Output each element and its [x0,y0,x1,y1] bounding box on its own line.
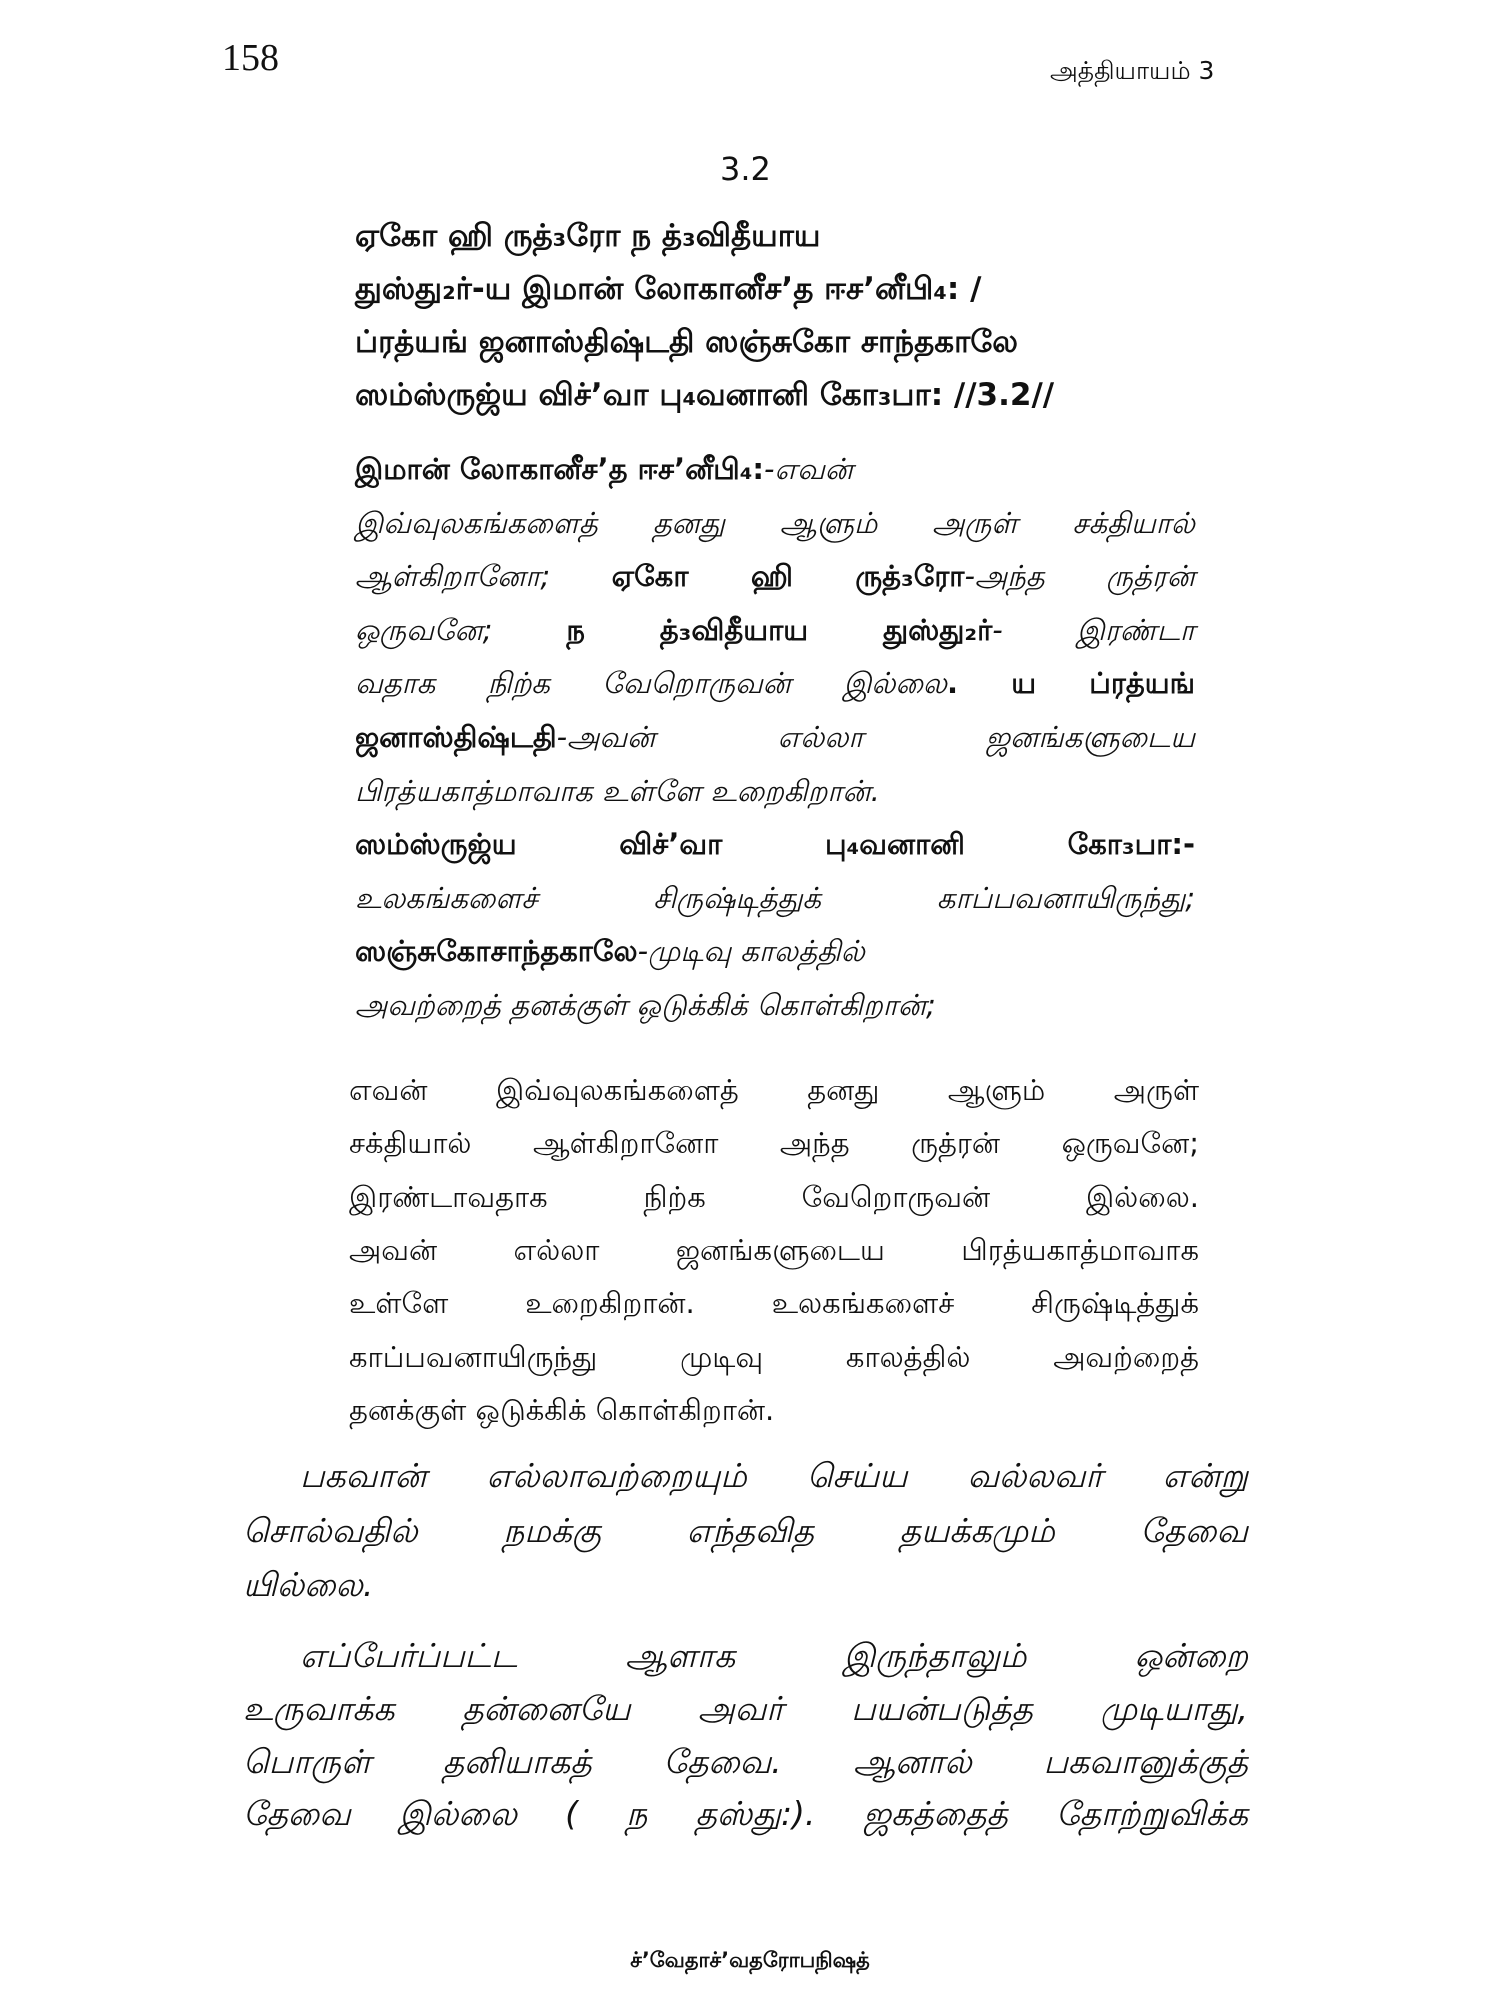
explanation-line [355,988,1195,1026]
explanation-line [355,613,1195,651]
page-number: 158 [222,37,279,79]
body-paragraph-line: யில்லை. [243,1565,374,1604]
sanskrit-term: ஏகோ ஹி ருத்₃ரோ [611,559,965,594]
explanation-text: அவற்றைத் தனக்குள் ஒடுக்கிக் கொள்கிறான்; [355,988,936,1022]
explanation-line [355,774,1195,812]
section-number: 3.2 [720,150,771,188]
body-paragraph-line: பொருள் தனியாகத் தேவை. ஆனால் பகவானுக்குத் [243,1742,1248,1781]
translation-line: உள்ளே உறைகிறான். உலகங்களைச் சிருஷ்டித்துக் [349,1286,1199,1321]
explanation-text: உலகங்களைச் சிருஷ்டித்துக் காப்பவனாயிருந்து; [355,880,1195,915]
explanation-text: -அவன் எல்லா ஜனங்களுடைய [556,720,1195,754]
sanskrit-term: ஸஞ்சுகோசாந்தகாலே [355,934,638,969]
explanation-text: ஆள்கிறானோ; [355,559,612,594]
verse-line: ஏகோ ஹி ருத்₃ரோ ந த்₃விதீயாய [355,218,821,254]
verse-line: ஸம்ஸ்ருஜ்ய விச்’வா பு₄வனானி கோ₃பா: //3.2// [355,377,1055,413]
body-paragraph-line: உருவாக்க தன்னையே அவர் பயன்படுத்த முடியாது, [243,1689,1248,1728]
explanation-text: -எவன் [764,452,853,486]
explanation-line [355,827,1195,865]
explanation-text: இவ்வுலகங்களைத் தனது ஆளும் அருள் சக்தியால் [355,505,1195,540]
translation-line: தனக்குள் ஒடுக்கிக் கொள்கிறான். [349,1392,775,1427]
translation-line: எவன் இவ்வுலகங்களைத் தனது ஆளும் அருள் [349,1073,1199,1107]
explanation-text: -அந்த ருத்ரன் [964,559,1195,594]
explanation-line [355,452,1195,490]
verse-line: துஸ்து₂ர்-ய இமான் லோகானீச’த ஈச’னீபி₄: / [355,271,982,307]
body-paragraph-line: பகவான் எல்லாவற்றையும் செய்ய வல்லவர் என்று [300,1456,1248,1495]
explanation-text: வதாக நிற்க வேறொருவன் இல்லை [355,666,947,701]
sanskrit-term: ந த்₃விதீயாய துஸ்து₂ர் [566,612,993,647]
explanation-line [355,559,1195,597]
explanation-text: பிரத்யகாத்மாவாக உள்ளே உறைகிறான். [355,773,880,808]
explanation-line [355,934,1195,972]
body-paragraph-line: சொல்வதில் நமக்கு எந்தவித தயக்கமும் தேவை [243,1511,1248,1550]
body-paragraph-line: தேவை இல்லை ( ந தஸ்து:). ஜகத்தைத் தோற்றுவிக்க [243,1794,1248,1833]
translation-line: இரண்டாவதாக நிற்க வேறொருவன் இல்லை. [349,1179,1199,1214]
explanation-line [355,506,1195,544]
sanskrit-term: . ய ப்ரத்யங் [946,666,1195,701]
explanation-line [355,666,1195,704]
sanskrit-term: ஜனாஸ்திஷ்டதி [355,720,557,754]
translation-line: அவன் எல்லா ஜனங்களுடைய பிரத்யகாத்மாவாக [349,1232,1199,1267]
verse-line: ப்ரத்யங் ஜனாஸ்திஷ்டதி ஸஞ்சுகோ சாந்தகாலே [355,324,1019,360]
explanation-line [355,720,1195,758]
sanskrit-term: இமான் லோகானீச’த ஈச’னீபி₄: [355,452,765,486]
body-paragraph-line: எப்பேர்ப்பட்ட ஆளாக இருந்தாலும் ஒன்றை [300,1636,1248,1675]
page-footer: ச்’வேதாச்’வதரோபநிஷத் [630,1948,870,1972]
chapter-header: அத்தியாயம் 3 [1050,56,1215,85]
explanation-text: -முடிவு காலத்தில் [637,934,865,969]
explanation-text: - இரண்டா [992,612,1195,647]
translation-line: காப்பவனாயிருந்து முடிவு காலத்தில் அவற்றைத் [349,1339,1199,1374]
explanation-text: ஒருவனே; [355,612,567,647]
sanskrit-term: ஸம்ஸ்ருஜ்ய விச்’வா பு₄வனானி கோ₃பா:- [355,827,1195,862]
explanation-line [355,881,1195,919]
translation-line: சக்தியால் ஆள்கிறானோ அந்த ருத்ரன் ஒருவனே; [349,1126,1199,1161]
